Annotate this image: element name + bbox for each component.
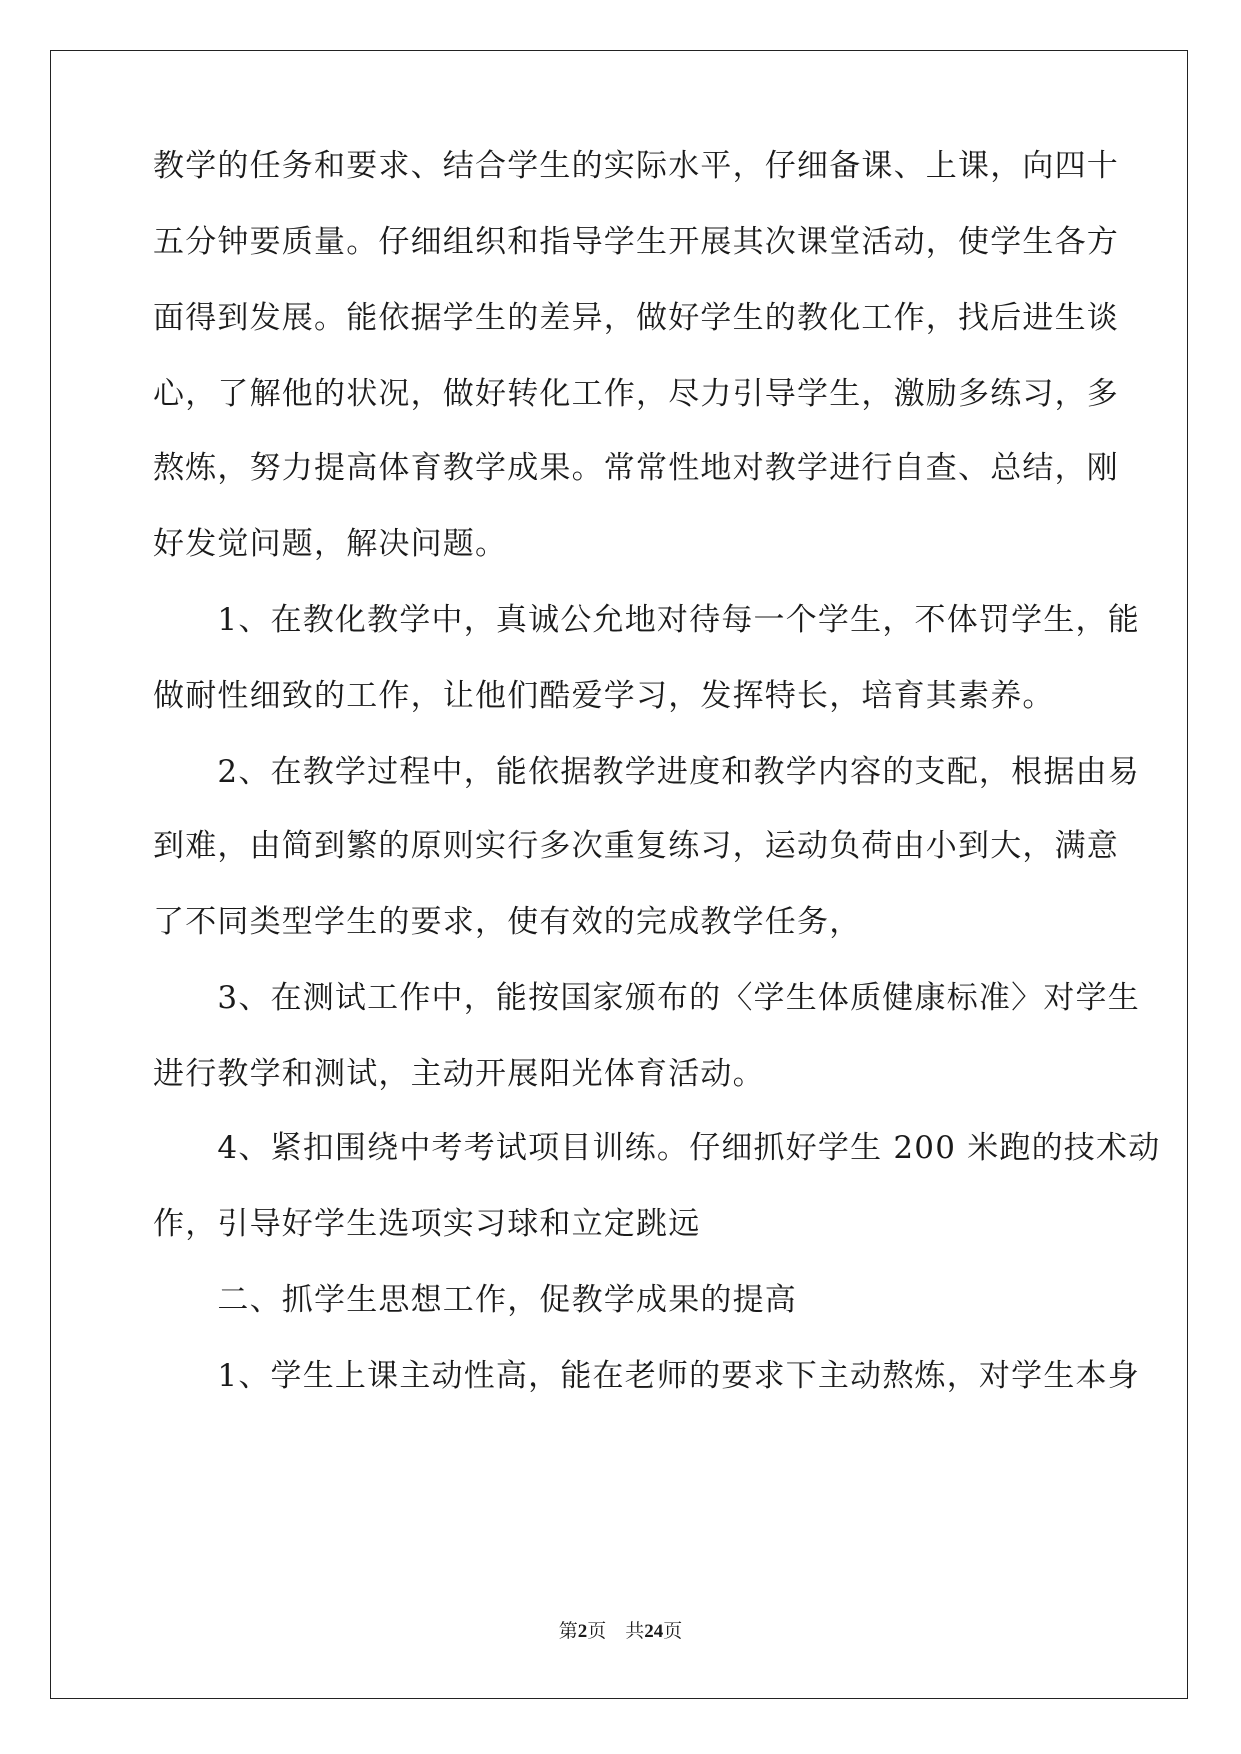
text-line: 1、学生上课主动性高，能在老师的要求下主动熬炼，对学生本身 bbox=[153, 1358, 1140, 1394]
page-footer bbox=[0, 1620, 1241, 1644]
text-line: 做耐性细致的工作，让他们酷爱学习，发挥特长，培育其素养。 bbox=[153, 678, 1055, 714]
text-line: 进行教学和测试，主动开展阳光体育活动。 bbox=[153, 1056, 765, 1092]
text-line: 3、在测试工作中，能按国家颁布的〈学生体质健康标准〉对学生 bbox=[153, 980, 1140, 1016]
text-line: 了不同类型学生的要求，使有效的完成教学任务， bbox=[153, 904, 862, 940]
text-line: 教学的任务和要求、结合学生的实际水平，仔细备课、上课，向四十 bbox=[153, 148, 1119, 184]
text-line: 熬炼，努力提高体育教学成果。常常性地对教学进行自查、总结，刚 bbox=[153, 450, 1119, 486]
text-line: 2、在教学过程中，能依据教学进度和教学内容的支配，根据由易 bbox=[153, 754, 1140, 790]
footer-page-prefix: 第 bbox=[558, 1621, 578, 1642]
text-line: 1、在教化教学中，真诚公允地对待每一个学生，不体罚学生，能 bbox=[153, 602, 1140, 638]
text-line: 到难，由简到繁的原则实行多次重复练习，运动负荷由小到大，满意 bbox=[153, 828, 1119, 864]
footer-total-prefix: 共 bbox=[625, 1621, 645, 1642]
text-line: 面得到发展。能依据学生的差异，做好学生的教化工作，找后进生谈 bbox=[153, 300, 1119, 336]
footer-page-number: 2 bbox=[577, 1621, 588, 1642]
footer-page-suffix: 页 bbox=[587, 1621, 607, 1642]
text-line: 作，引导好学生选项实习球和立定跳远 bbox=[153, 1206, 701, 1242]
text-line: 4、紧扣围绕中考考试项目训练。仔细抓好学生 200 米跑的技术动 bbox=[153, 1130, 1161, 1166]
text-line: 二、抓学生思想工作，促教学成果的提高 bbox=[153, 1282, 797, 1318]
text-line: 好发觉问题，解决问题。 bbox=[153, 526, 508, 562]
footer-total-pages: 24 bbox=[644, 1621, 664, 1642]
text-line: 五分钟要质量。仔细组织和指导学生开展其次课堂活动，使学生各方 bbox=[153, 224, 1119, 260]
footer-total-suffix: 页 bbox=[663, 1621, 683, 1642]
text-line: 心，了解他的状况，做好转化工作，尽力引导学生，激励多练习，多 bbox=[153, 376, 1119, 412]
